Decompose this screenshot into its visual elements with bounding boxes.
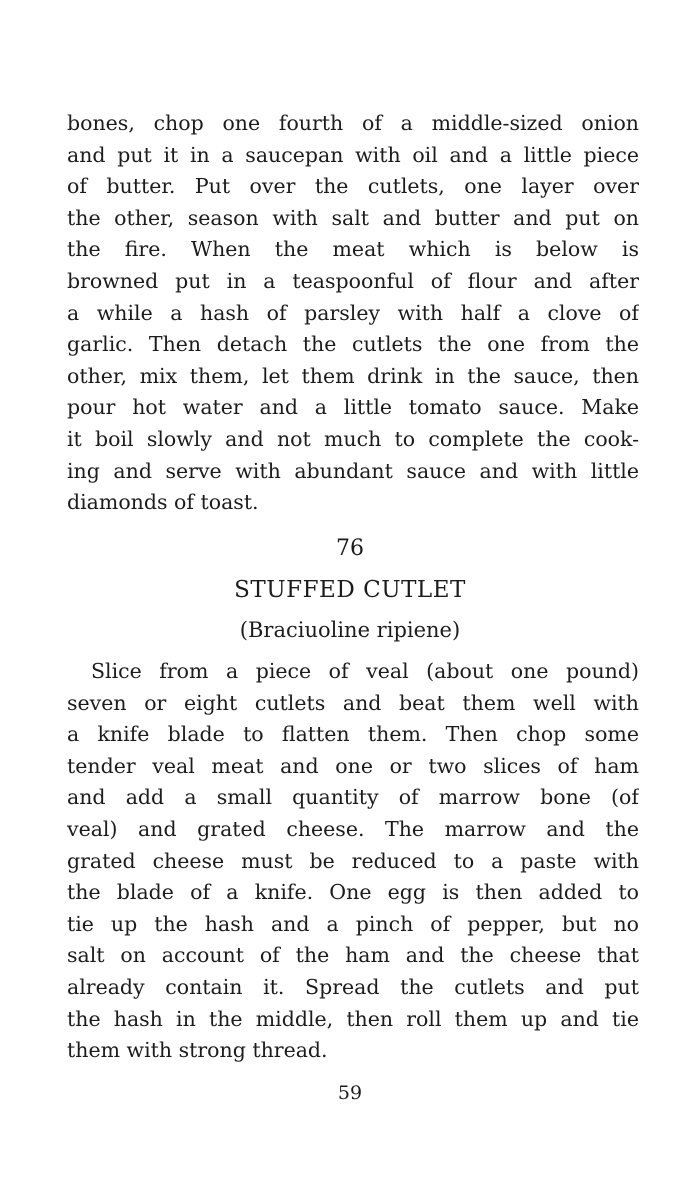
- recipe-title: STUFFED CUTLET: [234, 577, 466, 603]
- text-line: the fire. When the meat which is below is: [67, 237, 639, 262]
- text-line: garlic. Then detach the cutlets the one from the: [67, 332, 639, 357]
- text-line: veal) and grated cheese. The marrow and the: [67, 816, 639, 841]
- text-line: of butter. Put over the cutlets, one layer over: [67, 174, 639, 199]
- text-line: bones, chop one fourth of a middle-sized onion: [67, 111, 639, 135]
- text-line: Slice from a piece of veal (about one pound): [91, 659, 639, 683]
- text-line: diamonds of toast.: [67, 490, 259, 515]
- text-line: the blade of a knife. One egg is then added to: [67, 880, 639, 905]
- page-number: 59: [337, 1082, 363, 1104]
- text-line: the hash in the middle, then roll them up and tie: [67, 1006, 639, 1031]
- recipe-subtitle: (Braciuoline ripiene): [239, 618, 461, 642]
- paragraph-continued: [67, 108, 639, 519]
- text-line: seven or eight cutlets and beat them well with: [67, 690, 639, 715]
- text-line: and put it in a saucepan with oil and a little piece: [67, 142, 639, 167]
- text-line: the other, season with salt and butter and put on: [67, 205, 639, 230]
- text-line: ing and serve with abundant sauce and with little: [67, 458, 639, 483]
- text-line: and add a small quantity of marrow bone (of: [67, 785, 639, 810]
- recipe-paragraph: [67, 656, 639, 1067]
- text-line: salt on account of the ham and the cheese that: [67, 943, 639, 968]
- text-line: browned put in a teaspoonful of flour and after: [67, 268, 639, 293]
- text-line: a knife blade to flatten them. Then chop some: [67, 722, 639, 747]
- text-line: grated cheese must be reduced to a paste with: [67, 848, 639, 873]
- text-line: it boil slowly and not much to complete the cook-: [67, 426, 639, 451]
- text-line: tie up the hash and a pinch of pepper, but no: [67, 911, 639, 936]
- text-line: already contain it. Spread the cutlets and put: [67, 974, 639, 999]
- recipe-number: 76: [336, 536, 364, 561]
- text-line: them with strong thread.: [67, 1038, 328, 1063]
- text-line: other, mix them, let them drink in the sauce, then: [67, 363, 639, 388]
- text-line: pour hot water and a little tomato sauce. Make: [67, 395, 639, 420]
- text-line: tender veal meat and one or two slices of ham: [67, 753, 639, 778]
- text-line: a while a hash of parsley with half a clove of: [67, 300, 639, 325]
